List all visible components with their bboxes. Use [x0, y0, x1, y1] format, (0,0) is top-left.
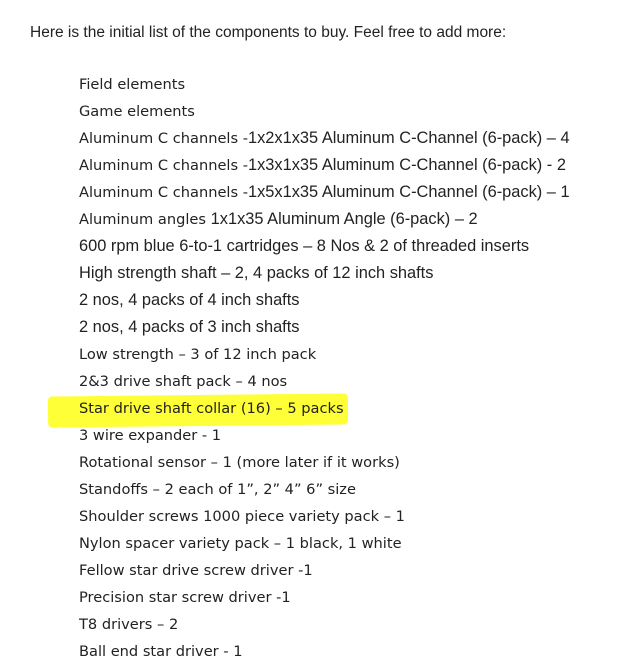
list-item-text-segment: 2 nos, 4 packs of 3 inch shafts — [79, 318, 300, 336]
list-item-text — [79, 233, 529, 260]
list-item-text — [79, 98, 195, 125]
list-item-text — [79, 179, 570, 206]
list-item-text-segment: Low strength – 3 of 12 inch pack — [79, 346, 317, 363]
list-item-text-segment: Fellow star drive screw driver -1 — [79, 562, 313, 579]
list-item-text-segment: Aluminum C channels - — [79, 184, 248, 201]
list-item-text — [79, 368, 287, 395]
list-item-text-segment: Shoulder screws 1000 piece variety pack – 1 — [79, 508, 405, 525]
list-item-text-segment: Nylon spacer variety pack – 1 black, 1 white — [79, 535, 402, 552]
list-item-text-segment: 2 nos, 4 packs of 4 inch shafts — [79, 291, 300, 309]
list-item-text — [79, 638, 243, 665]
list-item-text-segment: 1x2x1x35 Aluminum C-Channel (6-pack) – 4 — [248, 129, 570, 147]
list-item-text-segment: Field elements — [79, 76, 186, 93]
list-item-text-segment: T8 drivers – 2 — [79, 616, 179, 633]
list-item-text — [79, 314, 300, 341]
list-item-text — [79, 449, 400, 476]
list-item-text — [79, 341, 316, 368]
list-item-text-segment: Ball end star driver - 1 — [79, 643, 243, 660]
list-item-text — [79, 557, 313, 584]
list-item-text-segment: Precision star screw driver -1 — [79, 589, 291, 606]
list-item-text — [79, 476, 356, 503]
list-item-text — [79, 125, 570, 152]
list-item-text-segment: Star drive shaft collar (16) – 5 packs — [79, 400, 344, 417]
list-item-text-segment: 1x5x1x35 Aluminum C-Channel (6-pack) – 1 — [248, 183, 570, 201]
list-item-text-segment: 1x3x1x35 Aluminum C-Channel (6-pack) - 2 — [248, 156, 566, 174]
list-item-text — [79, 395, 344, 422]
list-item-text — [79, 287, 300, 314]
intro-text: Here is the initial list of the components to buy. Feel free to add more: — [30, 24, 507, 41]
list-item-text-segment: Rotational sensor – 1 (more later if it works) — [79, 454, 400, 471]
list-item-text-segment: 600 rpm blue 6-to-1 cartridges – 8 Nos & 2 of threaded inserts — [79, 237, 530, 255]
list-item-text — [79, 422, 221, 449]
list-item-text-segment: Aluminum angles — [79, 211, 211, 228]
list-item-text — [79, 71, 185, 98]
list-item-text-segment: High strength shaft – 2, 4 packs of 12 inch shafts — [79, 264, 434, 282]
list-item-text-segment: Aluminum C channels - — [79, 130, 248, 147]
list-item-text — [79, 260, 433, 287]
list-item-text-segment: 3 wire expander - 1 — [79, 427, 222, 444]
list-item-text — [79, 206, 478, 233]
list-item-text — [79, 503, 405, 530]
list-item-text-segment: Aluminum C channels - — [79, 157, 248, 174]
list-item-text — [79, 152, 566, 179]
list-item-text-segment: Game elements — [79, 103, 195, 120]
list-item-text — [79, 611, 178, 638]
list-item-text-segment: 1x1x35 Aluminum Angle (6-pack) – 2 — [210, 210, 478, 228]
list-item-text-segment: Standoffs – 2 each of 1”, 2” 4” 6” size — [79, 481, 356, 498]
list-item-text — [79, 530, 402, 557]
list-item-text-segment: 2&3 drive shaft pack – 4 nos — [79, 373, 288, 390]
list-item-text — [79, 584, 291, 611]
